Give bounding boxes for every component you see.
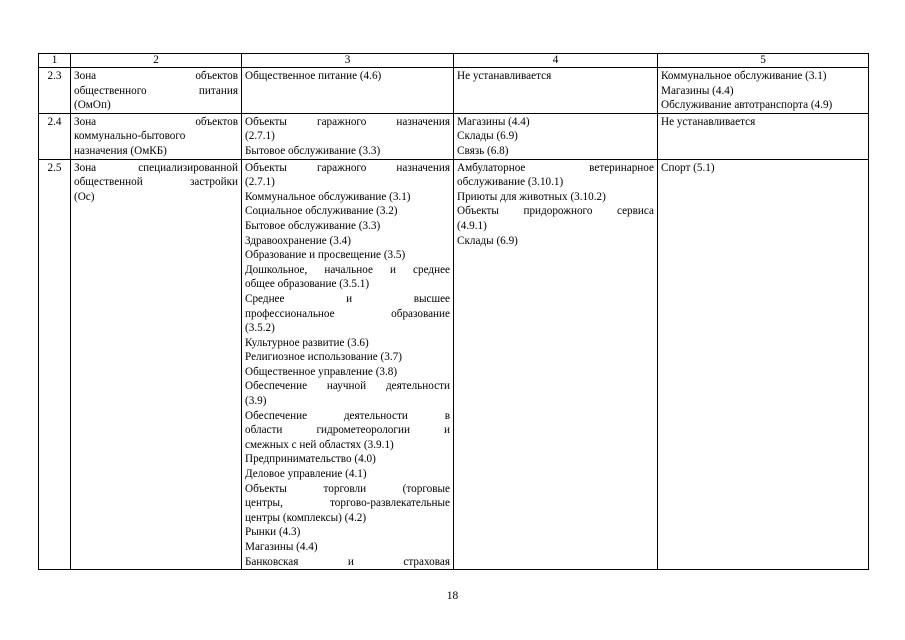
zone-name-cell	[71, 68, 242, 114]
cell-text-line: Обеспечение деятельности в	[245, 409, 450, 422]
column-numbers-row	[39, 54, 869, 68]
zone-row	[39, 113, 869, 159]
zone-name-cell	[71, 113, 242, 159]
cell-text-line: Спорт (5.1)	[661, 161, 715, 174]
cell-text-line: Зона объектов	[74, 70, 238, 82]
zone-number-cell: 2.5	[39, 159, 71, 570]
cell-text-line: Объекты гаражного назначения	[245, 115, 450, 128]
cell-text-line: Не устанавливается	[661, 115, 756, 128]
cell-text-line: Здравоохранение (3.4)	[245, 234, 351, 247]
cell-text-line: (4.9.1)	[457, 219, 487, 232]
cell-text-line: Связь (6.8)	[457, 144, 509, 157]
column-number-1: 1	[39, 54, 71, 68]
column-number-3: 3	[242, 54, 454, 68]
land-use-table	[38, 53, 869, 570]
main-uses-cell	[242, 68, 454, 114]
cell-text-line: Объекты придорожного сервиса	[457, 205, 654, 218]
zone-row	[39, 159, 869, 570]
cell-text-line: Бытовое обслуживание (3.3)	[245, 219, 381, 232]
cell-text-line: Коммунальное обслуживание (3.1)	[661, 70, 827, 82]
cell-text-line: Амбулаторное ветеринарное	[457, 161, 654, 174]
cell-text-line: (Ос)	[74, 190, 95, 203]
cell-text-line: Культурное развитие (3.6)	[245, 336, 369, 349]
cell-text-line: центры (комплексы) (4.2)	[245, 511, 367, 524]
cell-text-line: назначения (ОмКБ)	[74, 144, 167, 157]
cell-text-line: Среднее и высшее	[245, 292, 450, 305]
column-number-2: 2	[71, 54, 242, 68]
conditional-uses-cell	[454, 68, 658, 114]
cell-text-line: (2.7.1)	[245, 176, 275, 189]
cell-text-line: Образование и просвещение (3.5)	[245, 249, 406, 262]
cell-text-line: Обслуживание автотранспорта (4.9)	[661, 99, 833, 112]
cell-text-line: Зона специализированной	[74, 161, 238, 174]
column-number-5: 5	[658, 54, 869, 68]
cell-text-line: Склады (6.9)	[457, 234, 518, 247]
cell-text-line: Общественное управление (3.8)	[245, 365, 398, 378]
main-uses-cell	[242, 159, 454, 570]
cell-text-line: общественного питания	[74, 84, 238, 97]
cell-text-line: профессиональное образование	[245, 307, 450, 320]
cell-text-line: Магазины (4.4)	[245, 541, 318, 553]
cell-text-line: Зона объектов	[74, 115, 238, 128]
cell-text-line: Рынки (4.3)	[245, 526, 301, 539]
cell-text-line: Объекты гаражного назначения	[245, 161, 450, 174]
cell-text-line: (3.9)	[245, 395, 267, 408]
cell-text-line: Не устанавливается	[457, 70, 552, 82]
auxiliary-uses-cell	[658, 113, 869, 159]
cell-text-line: Магазины (4.4)	[457, 115, 530, 128]
zone-name-cell	[71, 159, 242, 570]
conditional-uses-cell	[454, 159, 658, 570]
cell-text-line: Общественное питание (4.6)	[245, 70, 382, 82]
cell-text-line: Магазины (4.4)	[661, 84, 734, 97]
column-number-4: 4	[454, 54, 658, 68]
cell-text-line: Объекты торговли (торговые	[245, 482, 450, 495]
cell-text-line: Обеспечение научной деятельности	[245, 380, 450, 393]
cell-text-line: Бытовое обслуживание (3.3)	[245, 144, 381, 157]
zone-row	[39, 68, 869, 114]
conditional-uses-cell	[454, 113, 658, 159]
cell-text-line: общее образование (3.5.1)	[245, 278, 370, 291]
cell-text-line: Деловое управление (4.1)	[245, 468, 367, 481]
cell-text-line: (2.7.1)	[245, 130, 275, 143]
cell-text-line: Религиозное использование (3.7)	[245, 351, 402, 364]
cell-text-line: Приюты для животных (3.10.2)	[457, 190, 606, 203]
zone-number-cell: 2.4	[39, 113, 71, 159]
main-uses-cell	[242, 113, 454, 159]
cell-text-line: Коммунальное обслуживание (3.1)	[245, 190, 411, 203]
cell-text-line: Дошкольное, начальное и среднее	[245, 263, 450, 276]
cell-text-line: (ОмОп)	[74, 99, 111, 112]
cell-text-line: Склады (6.9)	[457, 130, 518, 143]
table-body	[39, 54, 869, 570]
cell-text-line: общественной застройки	[74, 176, 238, 189]
cell-text-line: области гидрометеорологии и	[245, 424, 450, 437]
zone-number-cell: 2.3	[39, 68, 71, 114]
cell-text-line: коммунально-бытового	[74, 130, 186, 143]
page-number: 18	[446, 590, 459, 602]
auxiliary-uses-cell	[658, 68, 869, 114]
cell-text-line: Социальное обслуживание (3.2)	[245, 205, 398, 218]
cell-text-line: Банковская и страховая	[245, 555, 450, 568]
cell-text-line: Предпринимательство (4.0)	[245, 453, 376, 466]
cell-text-line: центры, торгово-развлекательные	[245, 497, 450, 510]
cell-text-line: обслуживание (3.10.1)	[457, 176, 564, 189]
cell-text-line: смежных с ней областях (3.9.1)	[245, 438, 394, 451]
auxiliary-uses-cell	[658, 159, 869, 570]
cell-text-line: (3.5.2)	[245, 322, 275, 335]
